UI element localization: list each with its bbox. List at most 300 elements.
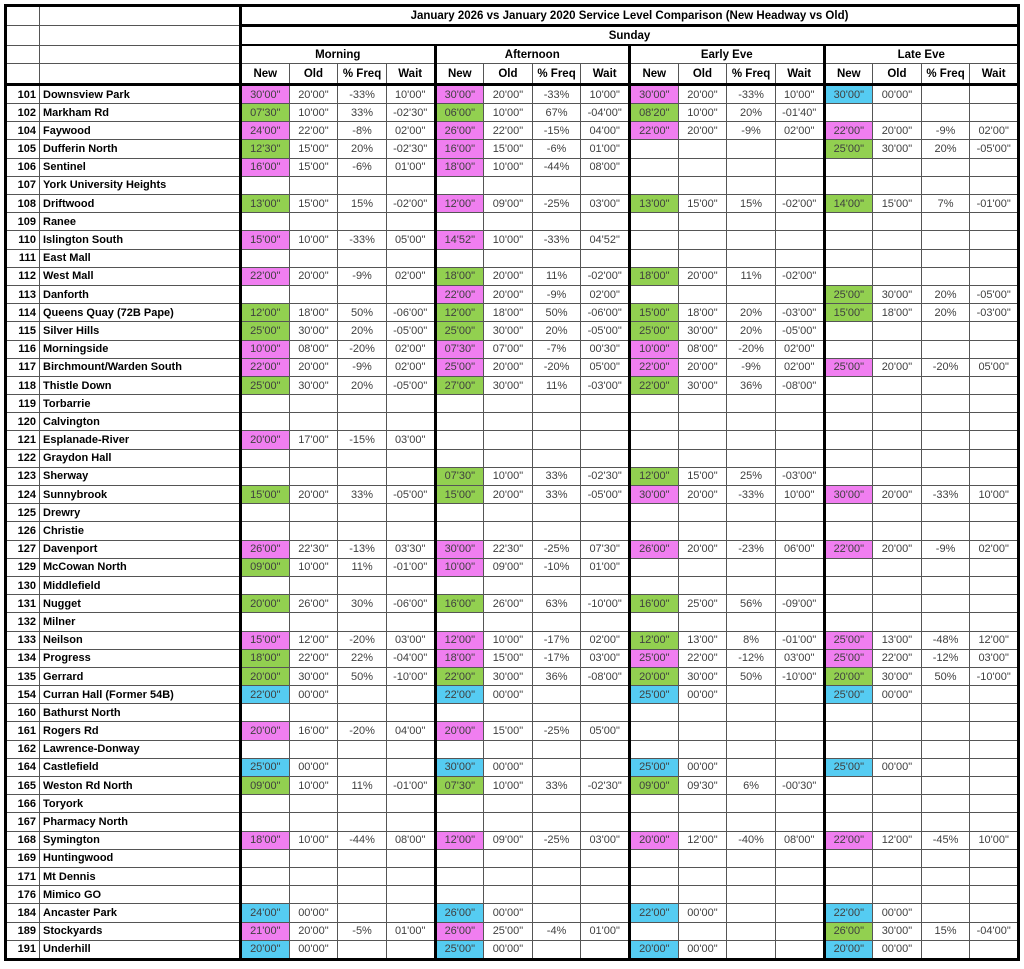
route-name-cell[interactable]: Stockyards — [40, 922, 241, 940]
grid-cell-afternoon-wait[interactable] — [581, 249, 630, 267]
route-number-cell[interactable]: 161 — [6, 722, 40, 740]
grid-cell-early-eve-new[interactable] — [630, 431, 679, 449]
grid-cell-afternoon-new[interactable] — [435, 849, 484, 867]
grid-cell-morning-old[interactable]: 20'00" — [289, 486, 338, 504]
grid-cell-afternoon-new[interactable]: 22'00" — [435, 285, 484, 303]
grid-cell-afternoon-old[interactable]: 15'00" — [484, 140, 533, 158]
grid-cell-early-eve-pct-freq[interactable] — [727, 795, 776, 813]
grid-cell-late-eve-new[interactable] — [824, 576, 873, 594]
grid-cell-morning-wait[interactable] — [386, 886, 435, 904]
grid-cell-late-eve-wait[interactable] — [970, 395, 1019, 413]
grid-cell-late-eve-pct-freq[interactable] — [921, 558, 970, 576]
grid-cell-morning-new[interactable] — [241, 285, 290, 303]
grid-cell-morning-pct-freq[interactable]: -9% — [338, 267, 387, 285]
grid-cell-morning-old[interactable] — [289, 886, 338, 904]
grid-cell-late-eve-new[interactable]: 20'00" — [824, 940, 873, 959]
grid-cell-late-eve-new[interactable] — [824, 886, 873, 904]
grid-cell-morning-wait[interactable] — [386, 940, 435, 959]
grid-cell-late-eve-wait[interactable]: 10'00" — [970, 486, 1019, 504]
grid-cell-late-eve-pct-freq[interactable] — [921, 104, 970, 122]
grid-cell-late-eve-pct-freq[interactable] — [921, 413, 970, 431]
grid-cell-morning-wait[interactable]: 01'00" — [386, 158, 435, 176]
grid-cell-late-eve-pct-freq[interactable]: -9% — [921, 122, 970, 140]
grid-cell-late-eve-pct-freq[interactable] — [921, 613, 970, 631]
grid-cell-early-eve-wait[interactable]: -00'30" — [775, 777, 824, 795]
grid-cell-late-eve-pct-freq[interactable] — [921, 376, 970, 394]
grid-cell-early-eve-pct-freq[interactable]: 15% — [727, 195, 776, 213]
route-number-cell[interactable]: 104 — [6, 122, 40, 140]
grid-cell-early-eve-wait[interactable] — [775, 758, 824, 776]
grid-cell-afternoon-new[interactable] — [435, 431, 484, 449]
grid-cell-morning-new[interactable]: 24'00" — [241, 122, 290, 140]
grid-cell-early-eve-pct-freq[interactable] — [727, 867, 776, 885]
route-name-cell[interactable]: Christie — [40, 522, 241, 540]
grid-cell-morning-old[interactable]: 15'00" — [289, 195, 338, 213]
grid-cell-morning-wait[interactable] — [386, 176, 435, 194]
grid-cell-early-eve-pct-freq[interactable] — [727, 686, 776, 704]
grid-cell-morning-new[interactable] — [241, 886, 290, 904]
grid-cell-late-eve-pct-freq[interactable] — [921, 158, 970, 176]
grid-cell-morning-wait[interactable]: 02'00" — [386, 340, 435, 358]
grid-cell-early-eve-wait[interactable] — [775, 813, 824, 831]
grid-cell-morning-old[interactable] — [289, 449, 338, 467]
grid-cell-late-eve-wait[interactable] — [970, 704, 1019, 722]
grid-cell-early-eve-old[interactable]: 25'00" — [678, 595, 727, 613]
route-number-cell[interactable]: 127 — [6, 540, 40, 558]
grid-cell-late-eve-new[interactable]: 30'00" — [824, 486, 873, 504]
grid-cell-early-eve-wait[interactable]: -05'00" — [775, 322, 824, 340]
grid-cell-early-eve-old[interactable] — [678, 504, 727, 522]
grid-cell-morning-old[interactable]: 10'00" — [289, 231, 338, 249]
grid-cell-early-eve-wait[interactable] — [775, 940, 824, 959]
grid-cell-afternoon-wait[interactable] — [581, 522, 630, 540]
grid-cell-morning-new[interactable] — [241, 395, 290, 413]
grid-cell-afternoon-pct-freq[interactable]: -25% — [532, 831, 581, 849]
grid-cell-afternoon-new[interactable]: 22'00" — [435, 667, 484, 685]
grid-cell-late-eve-wait[interactable]: 02'00" — [970, 122, 1019, 140]
grid-cell-late-eve-new[interactable] — [824, 777, 873, 795]
grid-cell-afternoon-new[interactable] — [435, 613, 484, 631]
grid-cell-early-eve-wait[interactable] — [775, 558, 824, 576]
grid-cell-afternoon-wait[interactable]: 05'00" — [581, 358, 630, 376]
grid-cell-afternoon-pct-freq[interactable]: -17% — [532, 649, 581, 667]
grid-cell-early-eve-pct-freq[interactable]: 25% — [727, 467, 776, 485]
grid-cell-morning-pct-freq[interactable] — [338, 395, 387, 413]
route-name-cell[interactable]: Drewry — [40, 504, 241, 522]
grid-cell-afternoon-old[interactable] — [484, 413, 533, 431]
grid-cell-late-eve-wait[interactable] — [970, 940, 1019, 959]
grid-cell-afternoon-wait[interactable]: -10'00" — [581, 595, 630, 613]
grid-cell-late-eve-pct-freq[interactable] — [921, 686, 970, 704]
grid-cell-afternoon-pct-freq[interactable] — [532, 431, 581, 449]
grid-cell-afternoon-pct-freq[interactable]: 67% — [532, 104, 581, 122]
grid-cell-morning-old[interactable] — [289, 176, 338, 194]
route-number-cell[interactable]: 184 — [6, 904, 40, 922]
grid-cell-afternoon-pct-freq[interactable]: -25% — [532, 722, 581, 740]
grid-cell-early-eve-old[interactable] — [678, 140, 727, 158]
grid-cell-afternoon-new[interactable]: 18'00" — [435, 158, 484, 176]
grid-cell-afternoon-pct-freq[interactable] — [532, 249, 581, 267]
grid-cell-late-eve-wait[interactable]: -03'00" — [970, 304, 1019, 322]
grid-cell-morning-pct-freq[interactable]: 20% — [338, 140, 387, 158]
grid-cell-morning-pct-freq[interactable] — [338, 285, 387, 303]
grid-cell-morning-wait[interactable] — [386, 904, 435, 922]
grid-cell-afternoon-pct-freq[interactable] — [532, 813, 581, 831]
grid-cell-early-eve-wait[interactable]: -02'00" — [775, 267, 824, 285]
grid-cell-late-eve-pct-freq[interactable] — [921, 522, 970, 540]
grid-cell-late-eve-wait[interactable] — [970, 904, 1019, 922]
route-name-cell[interactable]: Curran Hall (Former 54B) — [40, 686, 241, 704]
grid-cell-morning-old[interactable]: 22'00" — [289, 649, 338, 667]
grid-cell-morning-pct-freq[interactable] — [338, 904, 387, 922]
grid-cell-early-eve-old[interactable] — [678, 176, 727, 194]
grid-cell-late-eve-old[interactable] — [873, 886, 922, 904]
route-name-cell[interactable]: Birchmount/Warden South — [40, 358, 241, 376]
grid-cell-late-eve-old[interactable]: 30'00" — [873, 667, 922, 685]
grid-cell-late-eve-new[interactable] — [824, 813, 873, 831]
grid-cell-early-eve-wait[interactable]: -09'00" — [775, 595, 824, 613]
grid-cell-early-eve-pct-freq[interactable] — [727, 395, 776, 413]
grid-cell-afternoon-new[interactable] — [435, 176, 484, 194]
grid-cell-late-eve-wait[interactable]: 10'00" — [970, 831, 1019, 849]
grid-cell-morning-new[interactable] — [241, 504, 290, 522]
grid-cell-early-eve-pct-freq[interactable] — [727, 249, 776, 267]
grid-cell-early-eve-pct-freq[interactable] — [727, 558, 776, 576]
grid-cell-afternoon-wait[interactable]: 01'00" — [581, 140, 630, 158]
grid-cell-early-eve-new[interactable] — [630, 849, 679, 867]
grid-cell-late-eve-old[interactable] — [873, 340, 922, 358]
grid-cell-afternoon-wait[interactable]: 03'00" — [581, 195, 630, 213]
grid-cell-afternoon-new[interactable]: 06'00" — [435, 104, 484, 122]
grid-cell-morning-wait[interactable]: -05'00" — [386, 322, 435, 340]
grid-cell-late-eve-wait[interactable] — [970, 467, 1019, 485]
grid-cell-late-eve-new[interactable] — [824, 376, 873, 394]
grid-cell-late-eve-pct-freq[interactable] — [921, 176, 970, 194]
grid-cell-afternoon-new[interactable]: 16'00" — [435, 140, 484, 158]
route-name-cell[interactable]: Esplanade-River — [40, 431, 241, 449]
grid-cell-late-eve-wait[interactable] — [970, 813, 1019, 831]
grid-cell-morning-new[interactable]: 30'00" — [241, 85, 290, 104]
grid-cell-late-eve-pct-freq[interactable]: 20% — [921, 304, 970, 322]
grid-cell-morning-old[interactable] — [289, 576, 338, 594]
grid-cell-morning-wait[interactable]: 03'00" — [386, 631, 435, 649]
grid-cell-afternoon-old[interactable]: 09'00" — [484, 558, 533, 576]
route-name-cell[interactable]: Gerrard — [40, 667, 241, 685]
grid-cell-morning-old[interactable]: 30'00" — [289, 667, 338, 685]
grid-cell-morning-pct-freq[interactable] — [338, 449, 387, 467]
grid-cell-morning-new[interactable] — [241, 576, 290, 594]
grid-cell-morning-wait[interactable] — [386, 413, 435, 431]
grid-cell-late-eve-old[interactable]: 20'00" — [873, 358, 922, 376]
grid-cell-early-eve-new[interactable] — [630, 395, 679, 413]
route-name-cell[interactable]: Danforth — [40, 285, 241, 303]
grid-cell-late-eve-new[interactable]: 25'00" — [824, 758, 873, 776]
grid-cell-early-eve-old[interactable] — [678, 231, 727, 249]
grid-cell-morning-old[interactable] — [289, 249, 338, 267]
grid-cell-afternoon-old[interactable]: 22'00" — [484, 122, 533, 140]
grid-cell-afternoon-wait[interactable]: -04'00" — [581, 104, 630, 122]
grid-cell-morning-pct-freq[interactable] — [338, 613, 387, 631]
grid-cell-early-eve-old[interactable]: 09'30" — [678, 777, 727, 795]
grid-cell-early-eve-old[interactable] — [678, 558, 727, 576]
grid-cell-morning-pct-freq[interactable]: -15% — [338, 431, 387, 449]
grid-cell-afternoon-old[interactable]: 00'00" — [484, 686, 533, 704]
route-name-cell[interactable]: Calvington — [40, 413, 241, 431]
grid-cell-early-eve-new[interactable]: 25'00" — [630, 686, 679, 704]
grid-cell-early-eve-pct-freq[interactable] — [727, 285, 776, 303]
grid-cell-late-eve-wait[interactable] — [970, 722, 1019, 740]
grid-cell-early-eve-old[interactable] — [678, 722, 727, 740]
grid-cell-morning-new[interactable] — [241, 867, 290, 885]
grid-cell-late-eve-wait[interactable] — [970, 849, 1019, 867]
route-number-cell[interactable]: 162 — [6, 740, 40, 758]
grid-cell-early-eve-wait[interactable] — [775, 740, 824, 758]
grid-cell-early-eve-new[interactable] — [630, 231, 679, 249]
grid-cell-early-eve-wait[interactable] — [775, 231, 824, 249]
grid-cell-late-eve-old[interactable]: 22'00" — [873, 649, 922, 667]
grid-cell-early-eve-new[interactable]: 20'00" — [630, 831, 679, 849]
grid-cell-afternoon-wait[interactable] — [581, 504, 630, 522]
grid-cell-late-eve-pct-freq[interactable] — [921, 395, 970, 413]
grid-cell-early-eve-new[interactable]: 25'00" — [630, 758, 679, 776]
grid-cell-late-eve-new[interactable]: 25'00" — [824, 686, 873, 704]
grid-cell-early-eve-pct-freq[interactable] — [727, 213, 776, 231]
grid-cell-afternoon-new[interactable]: 26'00" — [435, 922, 484, 940]
grid-cell-afternoon-old[interactable] — [484, 504, 533, 522]
grid-cell-morning-new[interactable]: 20'00" — [241, 722, 290, 740]
grid-cell-afternoon-wait[interactable]: 05'00" — [581, 722, 630, 740]
grid-cell-morning-new[interactable]: 12'30" — [241, 140, 290, 158]
grid-cell-late-eve-wait[interactable]: 05'00" — [970, 358, 1019, 376]
grid-cell-morning-pct-freq[interactable]: 20% — [338, 322, 387, 340]
grid-cell-afternoon-new[interactable]: 15'00" — [435, 486, 484, 504]
grid-cell-late-eve-new[interactable] — [824, 467, 873, 485]
grid-cell-late-eve-old[interactable] — [873, 558, 922, 576]
grid-cell-early-eve-new[interactable] — [630, 613, 679, 631]
grid-cell-late-eve-old[interactable]: 20'00" — [873, 486, 922, 504]
grid-cell-early-eve-wait[interactable] — [775, 686, 824, 704]
grid-cell-late-eve-wait[interactable] — [970, 613, 1019, 631]
route-name-cell[interactable]: Castlefield — [40, 758, 241, 776]
grid-cell-morning-new[interactable]: 25'00" — [241, 758, 290, 776]
grid-cell-morning-new[interactable]: 10'00" — [241, 340, 290, 358]
grid-cell-morning-new[interactable] — [241, 813, 290, 831]
grid-cell-morning-pct-freq[interactable] — [338, 249, 387, 267]
grid-cell-afternoon-pct-freq[interactable] — [532, 613, 581, 631]
grid-cell-afternoon-old[interactable]: 00'00" — [484, 940, 533, 959]
grid-cell-early-eve-old[interactable] — [678, 395, 727, 413]
grid-cell-afternoon-pct-freq[interactable] — [532, 867, 581, 885]
grid-cell-afternoon-old[interactable] — [484, 795, 533, 813]
grid-cell-morning-wait[interactable] — [386, 613, 435, 631]
grid-cell-late-eve-pct-freq[interactable] — [921, 795, 970, 813]
grid-cell-late-eve-new[interactable]: 25'00" — [824, 358, 873, 376]
grid-cell-afternoon-pct-freq[interactable] — [532, 504, 581, 522]
grid-cell-morning-pct-freq[interactable] — [338, 176, 387, 194]
grid-cell-afternoon-old[interactable]: 20'00" — [484, 85, 533, 104]
grid-cell-early-eve-pct-freq[interactable] — [727, 722, 776, 740]
grid-cell-morning-wait[interactable] — [386, 740, 435, 758]
grid-cell-morning-old[interactable]: 18'00" — [289, 304, 338, 322]
grid-cell-early-eve-new[interactable]: 30'00" — [630, 85, 679, 104]
grid-cell-early-eve-wait[interactable]: 03'00" — [775, 649, 824, 667]
grid-cell-morning-pct-freq[interactable] — [338, 413, 387, 431]
grid-cell-morning-pct-freq[interactable]: -8% — [338, 122, 387, 140]
grid-cell-morning-pct-freq[interactable]: 22% — [338, 649, 387, 667]
grid-cell-late-eve-pct-freq[interactable] — [921, 940, 970, 959]
grid-cell-late-eve-old[interactable]: 20'00" — [873, 122, 922, 140]
grid-cell-afternoon-pct-freq[interactable]: -4% — [532, 922, 581, 940]
grid-cell-early-eve-new[interactable]: 09'00" — [630, 777, 679, 795]
grid-cell-late-eve-old[interactable] — [873, 504, 922, 522]
grid-cell-afternoon-new[interactable]: 12'00" — [435, 304, 484, 322]
grid-cell-afternoon-old[interactable]: 00'00" — [484, 758, 533, 776]
grid-cell-morning-wait[interactable]: -02'00" — [386, 195, 435, 213]
grid-cell-afternoon-pct-freq[interactable] — [532, 522, 581, 540]
grid-cell-late-eve-old[interactable]: 30'00" — [873, 922, 922, 940]
grid-cell-afternoon-old[interactable]: 26'00" — [484, 595, 533, 613]
grid-cell-late-eve-new[interactable]: 30'00" — [824, 85, 873, 104]
route-number-cell[interactable]: 122 — [6, 449, 40, 467]
grid-cell-morning-old[interactable]: 10'00" — [289, 777, 338, 795]
grid-cell-morning-wait[interactable] — [386, 467, 435, 485]
grid-cell-afternoon-wait[interactable]: 08'00" — [581, 158, 630, 176]
grid-cell-late-eve-old[interactable] — [873, 740, 922, 758]
grid-cell-afternoon-pct-freq[interactable]: -9% — [532, 285, 581, 303]
grid-cell-late-eve-new[interactable]: 25'00" — [824, 649, 873, 667]
grid-cell-morning-new[interactable]: 24'00" — [241, 904, 290, 922]
grid-cell-morning-pct-freq[interactable]: -33% — [338, 85, 387, 104]
grid-cell-late-eve-pct-freq[interactable] — [921, 467, 970, 485]
route-name-cell[interactable]: Graydon Hall — [40, 449, 241, 467]
grid-cell-late-eve-wait[interactable]: -04'00" — [970, 922, 1019, 940]
grid-cell-late-eve-old[interactable] — [873, 322, 922, 340]
grid-cell-late-eve-wait[interactable] — [970, 413, 1019, 431]
grid-cell-early-eve-new[interactable] — [630, 158, 679, 176]
grid-cell-early-eve-wait[interactable]: -02'00" — [775, 195, 824, 213]
grid-cell-morning-new[interactable]: 09'00" — [241, 777, 290, 795]
grid-cell-morning-pct-freq[interactable]: 20% — [338, 376, 387, 394]
grid-cell-morning-wait[interactable]: -01'00" — [386, 558, 435, 576]
grid-cell-afternoon-pct-freq[interactable] — [532, 795, 581, 813]
grid-cell-late-eve-wait[interactable]: -10'00" — [970, 667, 1019, 685]
grid-cell-late-eve-wait[interactable] — [970, 777, 1019, 795]
grid-cell-early-eve-pct-freq[interactable] — [727, 231, 776, 249]
grid-cell-early-eve-old[interactable] — [678, 813, 727, 831]
grid-cell-afternoon-old[interactable] — [484, 249, 533, 267]
grid-cell-morning-old[interactable]: 20'00" — [289, 358, 338, 376]
grid-cell-early-eve-wait[interactable] — [775, 904, 824, 922]
route-number-cell[interactable]: 113 — [6, 285, 40, 303]
grid-cell-early-eve-new[interactable] — [630, 813, 679, 831]
grid-cell-late-eve-old[interactable] — [873, 576, 922, 594]
grid-cell-afternoon-new[interactable]: 30'00" — [435, 85, 484, 104]
route-name-cell[interactable]: Toryork — [40, 795, 241, 813]
grid-cell-late-eve-old[interactable] — [873, 267, 922, 285]
grid-cell-late-eve-old[interactable] — [873, 395, 922, 413]
grid-cell-morning-old[interactable]: 22'30" — [289, 540, 338, 558]
route-name-cell[interactable]: Lawrence-Donway — [40, 740, 241, 758]
grid-cell-late-eve-old[interactable]: 00'00" — [873, 904, 922, 922]
grid-cell-early-eve-old[interactable]: 15'00" — [678, 195, 727, 213]
grid-cell-early-eve-old[interactable]: 00'00" — [678, 758, 727, 776]
grid-cell-morning-old[interactable]: 15'00" — [289, 158, 338, 176]
grid-cell-late-eve-new[interactable]: 22'00" — [824, 122, 873, 140]
grid-cell-afternoon-pct-freq[interactable]: -25% — [532, 540, 581, 558]
grid-cell-morning-wait[interactable] — [386, 395, 435, 413]
grid-cell-morning-old[interactable]: 00'00" — [289, 758, 338, 776]
grid-cell-morning-wait[interactable] — [386, 849, 435, 867]
route-number-cell[interactable]: 165 — [6, 777, 40, 795]
grid-cell-late-eve-wait[interactable]: -01'00" — [970, 195, 1019, 213]
grid-cell-late-eve-old[interactable] — [873, 231, 922, 249]
grid-cell-early-eve-new[interactable] — [630, 795, 679, 813]
grid-cell-late-eve-new[interactable]: 22'00" — [824, 540, 873, 558]
route-number-cell[interactable]: 171 — [6, 867, 40, 885]
route-name-cell[interactable]: Downsview Park — [40, 85, 241, 104]
grid-cell-afternoon-pct-freq[interactable]: -33% — [532, 231, 581, 249]
grid-cell-morning-old[interactable]: 00'00" — [289, 904, 338, 922]
grid-cell-afternoon-new[interactable] — [435, 886, 484, 904]
grid-cell-afternoon-new[interactable]: 26'00" — [435, 122, 484, 140]
grid-cell-late-eve-old[interactable] — [873, 176, 922, 194]
grid-cell-afternoon-pct-freq[interactable] — [532, 704, 581, 722]
grid-cell-early-eve-pct-freq[interactable] — [727, 576, 776, 594]
grid-cell-late-eve-wait[interactable] — [970, 158, 1019, 176]
grid-cell-morning-old[interactable]: 12'00" — [289, 631, 338, 649]
grid-cell-early-eve-wait[interactable]: 02'00" — [775, 340, 824, 358]
grid-cell-early-eve-wait[interactable] — [775, 504, 824, 522]
grid-cell-afternoon-new[interactable] — [435, 867, 484, 885]
grid-cell-early-eve-pct-freq[interactable] — [727, 449, 776, 467]
grid-cell-early-eve-new[interactable] — [630, 558, 679, 576]
grid-cell-afternoon-pct-freq[interactable]: 33% — [532, 467, 581, 485]
grid-cell-early-eve-old[interactable]: 00'00" — [678, 904, 727, 922]
grid-cell-early-eve-wait[interactable] — [775, 213, 824, 231]
grid-cell-early-eve-pct-freq[interactable] — [727, 413, 776, 431]
route-number-cell[interactable]: 123 — [6, 467, 40, 485]
grid-cell-early-eve-new[interactable]: 08'20" — [630, 104, 679, 122]
grid-cell-late-eve-old[interactable]: 00'00" — [873, 758, 922, 776]
grid-cell-morning-new[interactable]: 09'00" — [241, 558, 290, 576]
grid-cell-morning-new[interactable]: 20'00" — [241, 595, 290, 613]
grid-cell-late-eve-pct-freq[interactable] — [921, 777, 970, 795]
grid-cell-late-eve-new[interactable] — [824, 795, 873, 813]
grid-cell-early-eve-old[interactable]: 30'00" — [678, 322, 727, 340]
grid-cell-morning-wait[interactable]: 10'00" — [386, 85, 435, 104]
grid-cell-late-eve-old[interactable]: 12'00" — [873, 831, 922, 849]
route-name-cell[interactable]: Driftwood — [40, 195, 241, 213]
grid-cell-early-eve-new[interactable] — [630, 522, 679, 540]
route-number-cell[interactable]: 154 — [6, 686, 40, 704]
grid-cell-afternoon-new[interactable] — [435, 449, 484, 467]
grid-cell-late-eve-wait[interactable] — [970, 104, 1019, 122]
grid-cell-afternoon-new[interactable] — [435, 813, 484, 831]
grid-cell-afternoon-new[interactable]: 07'30" — [435, 340, 484, 358]
grid-cell-afternoon-wait[interactable]: -02'30" — [581, 777, 630, 795]
grid-cell-late-eve-wait[interactable] — [970, 595, 1019, 613]
grid-cell-early-eve-old[interactable]: 15'00" — [678, 467, 727, 485]
grid-cell-late-eve-wait[interactable] — [970, 758, 1019, 776]
route-name-cell[interactable]: Weston Rd North — [40, 777, 241, 795]
grid-cell-afternoon-new[interactable]: 30'00" — [435, 540, 484, 558]
route-number-cell[interactable]: 111 — [6, 249, 40, 267]
grid-cell-morning-wait[interactable]: -02'30" — [386, 140, 435, 158]
grid-cell-morning-old[interactable]: 00'00" — [289, 686, 338, 704]
route-name-cell[interactable]: McCowan North — [40, 558, 241, 576]
grid-cell-early-eve-wait[interactable] — [775, 886, 824, 904]
grid-cell-afternoon-old[interactable] — [484, 613, 533, 631]
